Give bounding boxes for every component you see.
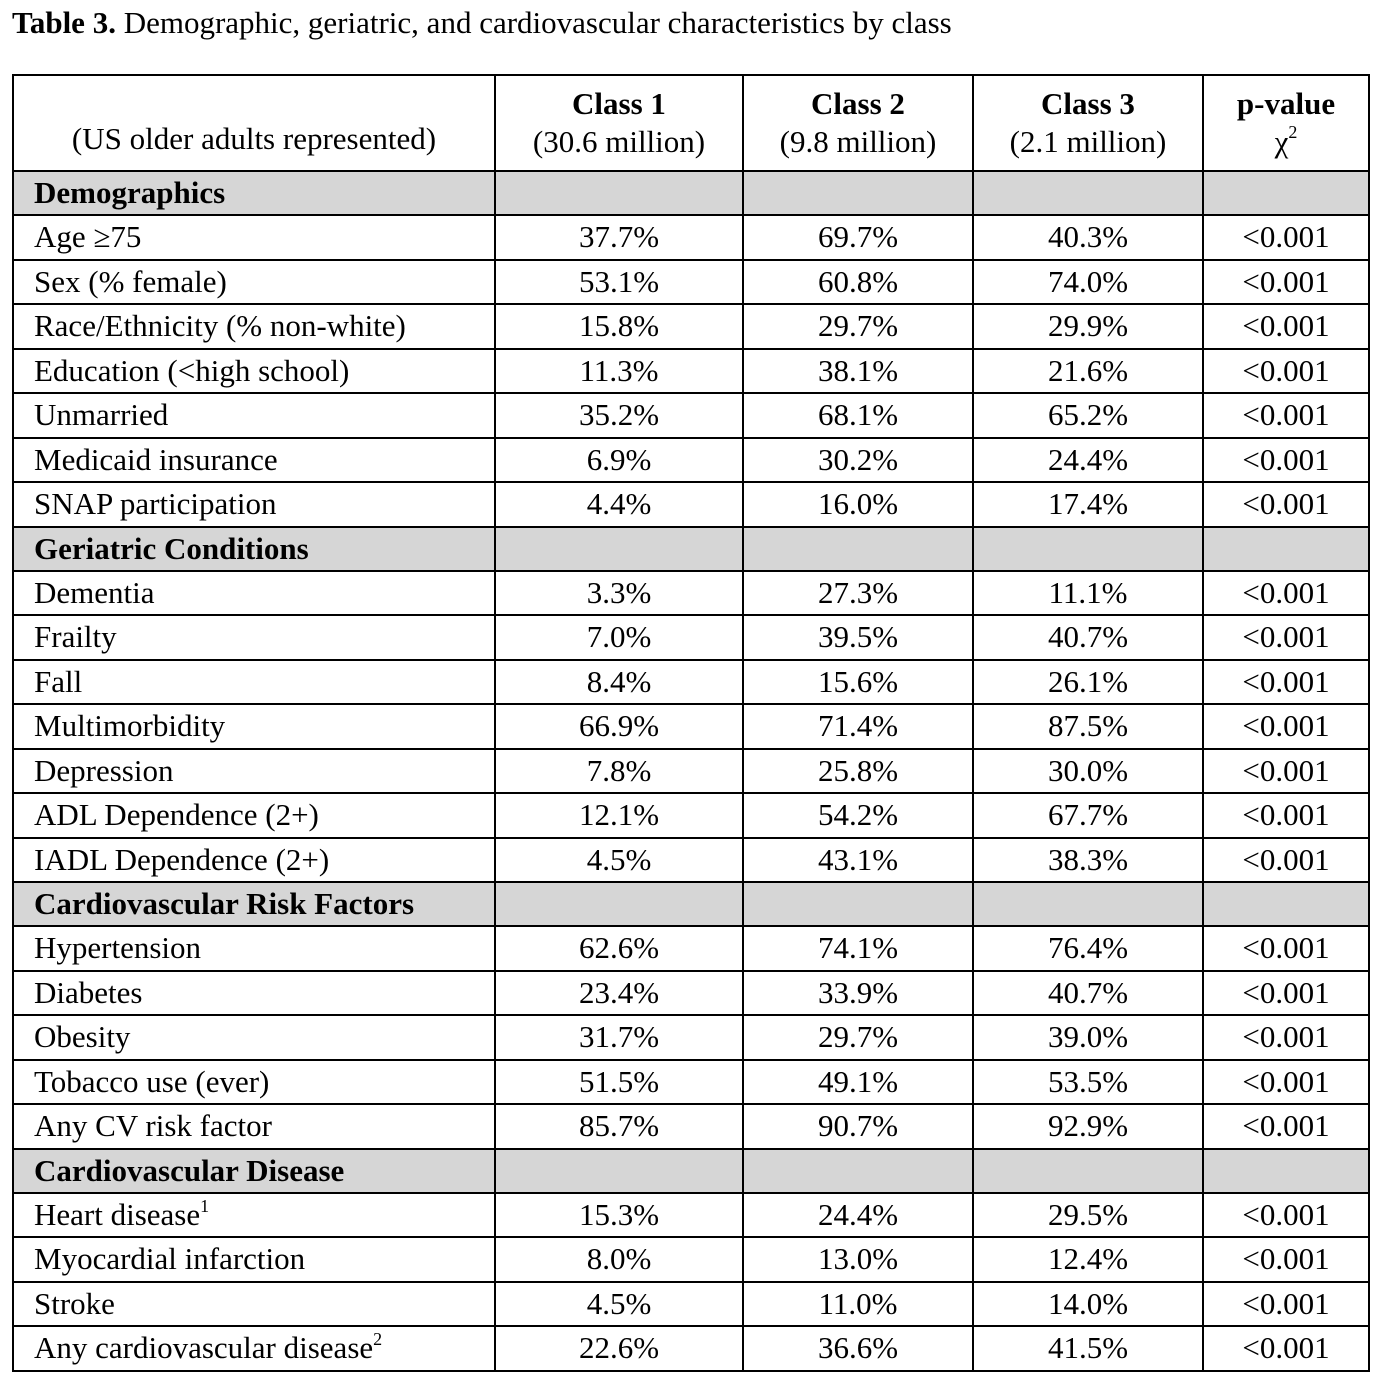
table-row bbox=[13, 615, 1369, 660]
header-p-value-title: p-value bbox=[1236, 86, 1336, 121]
class-1-value-cell: 4.5% bbox=[495, 838, 743, 883]
row-label-cell bbox=[13, 1326, 495, 1371]
table-row bbox=[13, 926, 1369, 971]
class-1-value-cell: 11.3% bbox=[495, 349, 743, 394]
characteristics-table bbox=[12, 74, 1370, 1372]
class-1-value-cell: 31.7% bbox=[495, 1015, 743, 1060]
p-value-cell: <0.001 bbox=[1203, 749, 1369, 794]
row-label: Stroke bbox=[34, 1285, 115, 1321]
row-label-cell bbox=[13, 349, 495, 394]
class-3-value-cell: 17.4% bbox=[973, 482, 1203, 527]
class-1-value-cell: 23.4% bbox=[495, 971, 743, 1016]
class-3-value-cell: 53.5% bbox=[973, 1060, 1203, 1105]
class-2-value-cell: 30.2% bbox=[743, 438, 973, 483]
class-3-value-cell: 29.9% bbox=[973, 304, 1203, 349]
class-2-value-cell: 39.5% bbox=[743, 615, 973, 660]
table-row bbox=[13, 393, 1369, 438]
class-1-value-cell: 15.3% bbox=[495, 1193, 743, 1238]
p-value-cell: <0.001 bbox=[1203, 1015, 1369, 1060]
row-label-cell bbox=[13, 571, 495, 616]
table-row bbox=[13, 793, 1369, 838]
table-row bbox=[13, 660, 1369, 705]
class-3-value-cell: 14.0% bbox=[973, 1282, 1203, 1327]
class-3-value-cell: 21.6% bbox=[973, 349, 1203, 394]
table-row bbox=[13, 749, 1369, 794]
class-3-value-cell: 40.7% bbox=[973, 971, 1203, 1016]
class-3-value-cell: 41.5% bbox=[973, 1326, 1203, 1371]
class-1-value-cell: 37.7% bbox=[495, 215, 743, 260]
table-row bbox=[13, 1326, 1369, 1371]
row-label: Myocardial infarction bbox=[34, 1241, 306, 1277]
table-row bbox=[13, 482, 1369, 527]
header-class-3 bbox=[973, 75, 1203, 171]
section-fill-cell bbox=[743, 1149, 973, 1193]
class-2-value-cell: 90.7% bbox=[743, 1104, 973, 1149]
table-row bbox=[13, 1104, 1369, 1149]
p-value-cell: <0.001 bbox=[1203, 1104, 1369, 1149]
table-caption bbox=[12, 4, 952, 42]
footnote-marker: 1 bbox=[200, 1195, 210, 1216]
row-label-cell bbox=[13, 393, 495, 438]
table-row bbox=[13, 838, 1369, 883]
section-header-row bbox=[13, 882, 1369, 926]
p-value-cell: <0.001 bbox=[1203, 793, 1369, 838]
row-label: Tobacco use (ever) bbox=[34, 1063, 270, 1099]
section-fill-cell bbox=[495, 882, 743, 926]
row-label: Heart disease bbox=[34, 1196, 201, 1232]
row-label: ADL Dependence (2+) bbox=[34, 797, 319, 833]
p-value-cell: <0.001 bbox=[1203, 349, 1369, 394]
row-label: Frailty bbox=[34, 619, 117, 655]
row-label-cell bbox=[13, 1282, 495, 1327]
section-fill-cell bbox=[1203, 171, 1369, 215]
class-2-value-cell: 71.4% bbox=[743, 704, 973, 749]
table-row bbox=[13, 1237, 1369, 1282]
section-title: Cardiovascular Risk Factors bbox=[13, 882, 495, 926]
row-label: Hypertension bbox=[34, 930, 202, 966]
class-2-value-cell: 24.4% bbox=[743, 1193, 973, 1238]
row-label-cell bbox=[13, 926, 495, 971]
table-row bbox=[13, 971, 1369, 1016]
class-3-value-cell: 74.0% bbox=[973, 260, 1203, 305]
p-value-cell: <0.001 bbox=[1203, 926, 1369, 971]
class-2-value-cell: 69.7% bbox=[743, 215, 973, 260]
row-label: IADL Dependence (2+) bbox=[34, 841, 330, 877]
table-row bbox=[13, 1282, 1369, 1327]
footnote-marker: 2 bbox=[373, 1329, 383, 1350]
class-2-value-cell: 33.9% bbox=[743, 971, 973, 1016]
class-2-value-cell: 25.8% bbox=[743, 749, 973, 794]
row-label-cell bbox=[13, 660, 495, 705]
section-header-row bbox=[13, 171, 1369, 215]
class-2-value-cell: 29.7% bbox=[743, 1015, 973, 1060]
header-class-3-title: Class 3 bbox=[1041, 86, 1135, 121]
row-label-cell bbox=[13, 1060, 495, 1105]
row-label-cell bbox=[13, 1104, 495, 1149]
class-2-value-cell: 43.1% bbox=[743, 838, 973, 883]
row-label: Depression bbox=[34, 752, 174, 788]
chi-superscript: 2 bbox=[1288, 122, 1298, 142]
section-fill-cell bbox=[743, 171, 973, 215]
p-value-cell: <0.001 bbox=[1203, 838, 1369, 883]
caption-text: Demographic, geriatric, and cardiovascular characteristics by class bbox=[123, 5, 952, 40]
header-class-2 bbox=[743, 75, 973, 171]
p-value-cell: <0.001 bbox=[1203, 482, 1369, 527]
table-row bbox=[13, 704, 1369, 749]
row-label-cell bbox=[13, 615, 495, 660]
section-fill-cell bbox=[1203, 882, 1369, 926]
p-value-cell: <0.001 bbox=[1203, 660, 1369, 705]
row-label-cell bbox=[13, 838, 495, 883]
p-value-cell: <0.001 bbox=[1203, 1326, 1369, 1371]
section-fill-cell bbox=[1203, 527, 1369, 571]
class-3-value-cell: 92.9% bbox=[973, 1104, 1203, 1149]
class-1-value-cell: 12.1% bbox=[495, 793, 743, 838]
class-1-value-cell: 66.9% bbox=[495, 704, 743, 749]
p-value-cell: <0.001 bbox=[1203, 1282, 1369, 1327]
section-fill-cell bbox=[1203, 1149, 1369, 1193]
section-title: Geriatric Conditions bbox=[13, 527, 495, 571]
row-label-cell bbox=[13, 1015, 495, 1060]
row-label-cell bbox=[13, 749, 495, 794]
class-3-value-cell: 29.5% bbox=[973, 1193, 1203, 1238]
row-label: Race/Ethnicity (% non-white) bbox=[34, 308, 406, 344]
class-1-value-cell: 3.3% bbox=[495, 571, 743, 616]
row-label-cell bbox=[13, 1237, 495, 1282]
class-2-value-cell: 15.6% bbox=[743, 660, 973, 705]
class-1-value-cell: 8.4% bbox=[495, 660, 743, 705]
header-chi-square bbox=[1204, 123, 1368, 161]
section-fill-cell bbox=[495, 1149, 743, 1193]
row-label: Multimorbidity bbox=[34, 708, 226, 744]
section-title: Cardiovascular Disease bbox=[13, 1149, 495, 1193]
class-1-value-cell: 6.9% bbox=[495, 438, 743, 483]
class-2-value-cell: 36.6% bbox=[743, 1326, 973, 1371]
class-2-value-cell: 27.3% bbox=[743, 571, 973, 616]
class-3-value-cell: 67.7% bbox=[973, 793, 1203, 838]
p-value-cell: <0.001 bbox=[1203, 260, 1369, 305]
section-title: Demographics bbox=[13, 171, 495, 215]
class-3-value-cell: 39.0% bbox=[973, 1015, 1203, 1060]
table-row bbox=[13, 304, 1369, 349]
class-1-value-cell: 8.0% bbox=[495, 1237, 743, 1282]
chi-symbol: χ bbox=[1274, 124, 1289, 159]
p-value-cell: <0.001 bbox=[1203, 304, 1369, 349]
table-header-row bbox=[13, 75, 1369, 171]
class-1-value-cell: 22.6% bbox=[495, 1326, 743, 1371]
p-value-cell: <0.001 bbox=[1203, 1237, 1369, 1282]
table-row bbox=[13, 215, 1369, 260]
row-label-cell bbox=[13, 260, 495, 305]
p-value-cell: <0.001 bbox=[1203, 215, 1369, 260]
class-3-value-cell: 38.3% bbox=[973, 838, 1203, 883]
class-1-value-cell: 4.4% bbox=[495, 482, 743, 527]
class-1-value-cell: 62.6% bbox=[495, 926, 743, 971]
class-1-value-cell: 85.7% bbox=[495, 1104, 743, 1149]
header-class-3-subtitle: (2.1 million) bbox=[1009, 124, 1167, 159]
class-2-value-cell: 54.2% bbox=[743, 793, 973, 838]
row-label-cell bbox=[13, 971, 495, 1016]
caption-label: Table 3. bbox=[12, 5, 116, 40]
class-3-value-cell: 26.1% bbox=[973, 660, 1203, 705]
section-fill-cell bbox=[973, 171, 1203, 215]
class-2-value-cell: 16.0% bbox=[743, 482, 973, 527]
header-class-1-subtitle: (30.6 million) bbox=[532, 124, 706, 159]
table-row bbox=[13, 1015, 1369, 1060]
row-label: Education (<high school) bbox=[34, 352, 350, 388]
section-fill-cell bbox=[743, 882, 973, 926]
row-label-cell bbox=[13, 1193, 495, 1238]
class-3-value-cell: 40.3% bbox=[973, 215, 1203, 260]
p-value-cell: <0.001 bbox=[1203, 704, 1369, 749]
row-label: Age ≥75 bbox=[34, 219, 142, 255]
class-2-value-cell: 74.1% bbox=[743, 926, 973, 971]
table-row bbox=[13, 571, 1369, 616]
class-2-value-cell: 60.8% bbox=[743, 260, 973, 305]
row-label-cell bbox=[13, 304, 495, 349]
class-1-value-cell: 53.1% bbox=[495, 260, 743, 305]
row-label: Sex (% female) bbox=[34, 263, 227, 299]
row-label: Obesity bbox=[34, 1019, 131, 1055]
row-label: Dementia bbox=[34, 574, 155, 610]
class-2-value-cell: 11.0% bbox=[743, 1282, 973, 1327]
class-3-value-cell: 76.4% bbox=[973, 926, 1203, 971]
row-label: Unmarried bbox=[34, 397, 169, 433]
table-row bbox=[13, 349, 1369, 394]
class-1-value-cell: 7.8% bbox=[495, 749, 743, 794]
section-fill-cell bbox=[973, 882, 1203, 926]
header-class-1-title: Class 1 bbox=[572, 86, 666, 121]
header-class-2-subtitle: (9.8 million) bbox=[779, 124, 937, 159]
section-fill-cell bbox=[743, 527, 973, 571]
row-label: Medicaid insurance bbox=[34, 441, 278, 477]
class-2-value-cell: 68.1% bbox=[743, 393, 973, 438]
table-row bbox=[13, 1060, 1369, 1105]
class-2-value-cell: 49.1% bbox=[743, 1060, 973, 1105]
section-fill-cell bbox=[495, 527, 743, 571]
class-2-value-cell: 13.0% bbox=[743, 1237, 973, 1282]
p-value-cell: <0.001 bbox=[1203, 971, 1369, 1016]
section-fill-cell bbox=[973, 1149, 1203, 1193]
class-3-value-cell: 11.1% bbox=[973, 571, 1203, 616]
table-body bbox=[13, 171, 1369, 1371]
section-fill-cell bbox=[973, 527, 1203, 571]
class-1-value-cell: 7.0% bbox=[495, 615, 743, 660]
row-label: SNAP participation bbox=[34, 486, 277, 522]
p-value-cell: <0.001 bbox=[1203, 393, 1369, 438]
header-class-1 bbox=[495, 75, 743, 171]
p-value-cell: <0.001 bbox=[1203, 438, 1369, 483]
class-1-value-cell: 15.8% bbox=[495, 304, 743, 349]
section-header-row bbox=[13, 527, 1369, 571]
row-label-cell bbox=[13, 438, 495, 483]
header-row-label-text: (US older adults represented) bbox=[71, 121, 437, 156]
p-value-cell: <0.001 bbox=[1203, 1193, 1369, 1238]
class-1-value-cell: 35.2% bbox=[495, 393, 743, 438]
row-label: Diabetes bbox=[34, 974, 143, 1010]
p-value-cell: <0.001 bbox=[1203, 615, 1369, 660]
class-3-value-cell: 12.4% bbox=[973, 1237, 1203, 1282]
header-row-label bbox=[13, 75, 495, 171]
class-3-value-cell: 30.0% bbox=[973, 749, 1203, 794]
class-3-value-cell: 65.2% bbox=[973, 393, 1203, 438]
section-header-row bbox=[13, 1149, 1369, 1193]
header-p-value bbox=[1203, 75, 1369, 171]
class-2-value-cell: 29.7% bbox=[743, 304, 973, 349]
table-row bbox=[13, 438, 1369, 483]
class-1-value-cell: 4.5% bbox=[495, 1282, 743, 1327]
class-3-value-cell: 24.4% bbox=[973, 438, 1203, 483]
row-label-cell bbox=[13, 215, 495, 260]
class-1-value-cell: 51.5% bbox=[495, 1060, 743, 1105]
class-2-value-cell: 38.1% bbox=[743, 349, 973, 394]
table-row bbox=[13, 260, 1369, 305]
p-value-cell: <0.001 bbox=[1203, 571, 1369, 616]
class-3-value-cell: 40.7% bbox=[973, 615, 1203, 660]
header-class-2-title: Class 2 bbox=[811, 86, 905, 121]
table-row bbox=[13, 1193, 1369, 1238]
row-label-cell bbox=[13, 793, 495, 838]
p-value-cell: <0.001 bbox=[1203, 1060, 1369, 1105]
row-label: Fall bbox=[34, 663, 83, 699]
row-label: Any CV risk factor bbox=[34, 1108, 272, 1144]
row-label: Any cardiovascular disease bbox=[34, 1330, 374, 1366]
row-label-cell bbox=[13, 704, 495, 749]
row-label-cell bbox=[13, 482, 495, 527]
class-3-value-cell: 87.5% bbox=[973, 704, 1203, 749]
section-fill-cell bbox=[495, 171, 743, 215]
